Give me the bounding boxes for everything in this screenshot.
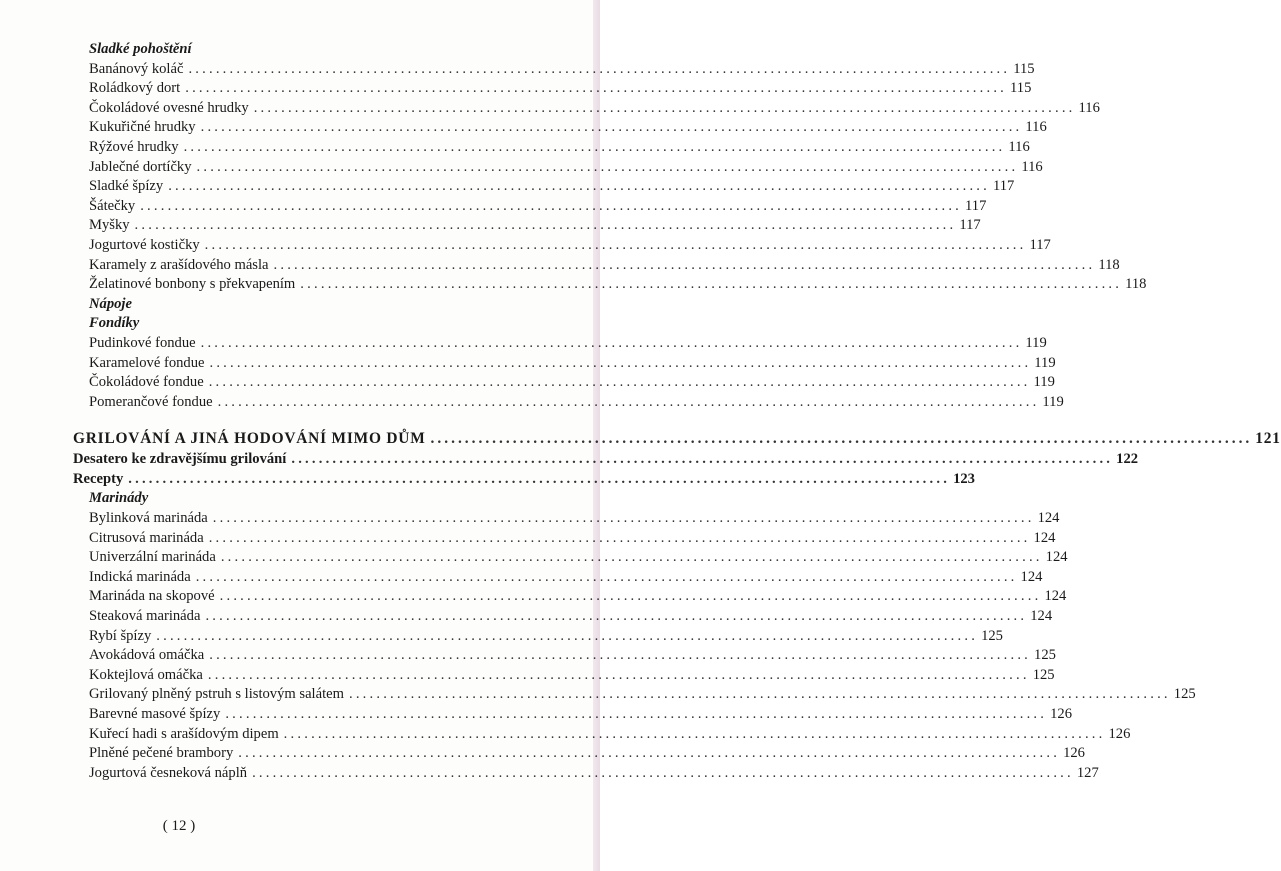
page-number: 126 (1050, 706, 1073, 722)
toc-entry (73, 216, 981, 236)
toc-entry (73, 646, 1056, 666)
toc-group-marinades (73, 509, 1196, 783)
entry-title: Bylinková marináda (89, 510, 208, 527)
dot-leader: ........................................................................................................................ (212, 510, 1035, 527)
page-number: 124 (1037, 510, 1060, 527)
dot-leader: ........................................................................................................................ (185, 80, 1008, 97)
dot-leader: ........................................................................................................................ (219, 588, 1042, 605)
page-number: 124 (1020, 568, 1043, 585)
entry-title: Čokoládové ovesné hrudky (89, 99, 249, 116)
entry-title: Grilovaný plněný pstruh s listovým salátem (89, 686, 344, 703)
page-number: 124 (1045, 549, 1068, 566)
page-number: 119 (1033, 374, 1055, 391)
toc-entry (73, 509, 1060, 529)
dot-leader: ........................................................................................................................ (291, 451, 1114, 468)
entry-title: Kukuřičné hrudky (89, 119, 196, 136)
entry-title: Jogurtové kostičky (89, 236, 200, 253)
page-number: 126 (1063, 745, 1085, 762)
dot-leader: ........................................................................................................................ (220, 549, 1043, 566)
entry-title: Šátečky (89, 197, 136, 214)
page-number: 125 (981, 627, 1003, 644)
entry-title: Marináda na skopové (89, 588, 215, 605)
page-number: 117 (965, 197, 987, 214)
entry-title: Plněné pečené brambory (89, 745, 234, 762)
entry-title: Banánový koláč (89, 60, 184, 77)
toc-entry (73, 627, 1003, 647)
dot-leader: ........................................................................................................................ (253, 99, 1076, 116)
page-number: 119 (1042, 393, 1064, 410)
entry-title: Karamelové fondue (89, 354, 205, 371)
page-number: 115 (1013, 60, 1035, 77)
dot-leader: ........................................................................................................................ (348, 686, 1171, 703)
dot-leader: ........................................................................................................................ (208, 529, 1031, 546)
toc-entry (73, 568, 1043, 588)
dot-leader: ........................................................................................................................ (252, 764, 1074, 781)
toc-entry (73, 118, 1047, 138)
entry-title: Indická marináda (89, 568, 191, 585)
entry-title: Myšky (89, 217, 130, 234)
subsection-heading: Marinády (89, 490, 149, 507)
dot-leader: ........................................................................................................................ (208, 374, 1031, 391)
page-number: 116 (1021, 158, 1043, 175)
toc-group-sweets (73, 60, 1147, 295)
entry-title: Kuřecí hadi s arašídovým dipem (89, 725, 279, 742)
toc-entry (73, 529, 1056, 549)
toc-entry (73, 470, 975, 490)
entry-title: Recepty (73, 470, 124, 487)
toc-entry (73, 256, 1120, 276)
toc-entry (73, 138, 1030, 158)
table-of-contents (73, 40, 1281, 783)
page-number: 116 (1025, 119, 1047, 136)
subsection-heading: Nápoje (89, 295, 132, 312)
toc-entry (73, 548, 1068, 568)
entry-title: Citrusová marináda (89, 529, 204, 546)
page-number: 116 (1008, 138, 1030, 155)
page-number: 124 (1044, 588, 1067, 605)
page-number: 117 (959, 217, 981, 234)
entry-title: Čokoládové fondue (89, 374, 204, 391)
toc-entry (73, 177, 1015, 197)
entry-title: Pomerančové fondue (89, 393, 213, 410)
entry-title: Desatero ke zdravějšímu grilování (73, 451, 287, 468)
entry-title: Jogurtová česneková náplň (89, 764, 248, 781)
page-folio: ( 12 ) (162, 818, 196, 834)
toc-entry (73, 764, 1099, 784)
entry-title: Koktejlová omáčka (89, 666, 203, 683)
dot-leader: ........................................................................................................................ (207, 666, 1030, 683)
toc-entry (73, 158, 1043, 178)
dot-leader: ........................................................................................................................ (183, 138, 1006, 155)
dot-leader: ........................................................................................................................ (156, 627, 979, 644)
dot-leader: ........................................................................................................................ (283, 725, 1106, 742)
toc-entry (73, 725, 1131, 745)
subsection-heading: Fondíky (89, 315, 140, 332)
entry-title: Barevné masové špízy (89, 706, 221, 722)
entry-title: Roládkový dort (89, 80, 181, 97)
toc-entry (73, 99, 1100, 119)
page-number: 118 (1125, 276, 1147, 293)
dot-leader: ........................................................................................................................ (195, 568, 1018, 585)
dot-leader: ........................................................................................................................ (300, 276, 1123, 293)
page-number: 116 (1078, 99, 1100, 116)
toc-entry (73, 705, 1073, 725)
page-number: 125 (1032, 666, 1055, 683)
page-number: 122 (1116, 451, 1139, 468)
dot-leader: ........................................................................................................................ (217, 393, 1040, 410)
entry-title: Rybí špízy (89, 627, 152, 644)
dot-leader: ........................................................................................................................ (238, 745, 1061, 762)
dot-leader: ........................................................................................................................ (225, 706, 1048, 722)
dot-leader: ........................................................................................................................ (209, 354, 1032, 371)
entry-title: Karamely z arašídového másla (89, 256, 269, 273)
dot-leader: ........................................................................................................................ (200, 119, 1023, 136)
dot-leader: ........................................................................................................................ (168, 178, 990, 195)
toc-entry (73, 79, 1032, 99)
toc-entry (73, 197, 987, 217)
dot-leader: ........................................................................................................................ (140, 197, 963, 214)
page-number: 121 (1255, 430, 1281, 448)
toc-sections (73, 450, 1139, 489)
entry-title: Sladké špízy (89, 178, 164, 195)
page-number: 125 (1173, 686, 1196, 703)
subsection-heading: Sladké pohoštění (89, 41, 192, 57)
toc-entry (73, 334, 1047, 354)
dot-leader: ........................................................................................................................ (200, 334, 1023, 351)
page-number: 115 (1010, 80, 1032, 97)
entry-title: Univerzální marináda (89, 549, 216, 566)
toc-entry (73, 373, 1055, 393)
toc-group-fondue (73, 334, 1064, 412)
toc-entry (73, 236, 1051, 256)
entry-title: Pudinkové fondue (89, 334, 196, 351)
entry-title: Avokádová omáčka (89, 647, 205, 664)
page-number: 119 (1034, 354, 1056, 371)
page-number: 119 (1025, 334, 1047, 351)
page-number: 126 (1108, 725, 1131, 742)
toc-entry (73, 450, 1139, 470)
dot-leader: ........................................................................................................................ (128, 470, 951, 487)
toc-entry (73, 354, 1056, 374)
toc-chapter-entry (73, 428, 1281, 450)
entry-title: Rýžové hrudky (89, 138, 179, 155)
page-number: 124 (1030, 608, 1053, 625)
page-number: 117 (993, 178, 1015, 195)
dot-leader: ........................................................................................................................ (205, 608, 1028, 625)
toc-entry (73, 666, 1055, 686)
dot-leader: ........................................................................................................................ (188, 60, 1011, 77)
entry-title: Želatinové bonbony s překvapením (89, 276, 296, 293)
page-number: 123 (953, 470, 975, 487)
toc-entry (73, 587, 1067, 607)
spacer (73, 412, 573, 428)
toc-entry (73, 744, 1085, 764)
toc-entry (73, 275, 1147, 295)
page-number: 117 (1029, 236, 1051, 253)
dot-leader: ........................................................................................................................ (209, 647, 1032, 664)
page-number: 124 (1033, 529, 1056, 546)
page-number: 118 (1098, 256, 1120, 273)
dot-leader: ........................................................................................................................ (204, 236, 1027, 253)
dot-leader: ........................................................................................................................ (196, 158, 1019, 175)
entry-title: Jablečné dortíčky (89, 158, 192, 175)
chapter-title: GRILOVÁNÍ A JINÁ HODOVÁNÍ MIMO DŮM (73, 430, 426, 448)
toc-entry (73, 607, 1053, 627)
page-number: 127 (1076, 764, 1099, 781)
dot-leader: ........................................................................................................................ (273, 256, 1096, 273)
entry-title: Steaková marináda (89, 608, 201, 625)
page-number: 125 (1034, 647, 1056, 664)
dot-leader: ........................................................................................................................ (430, 430, 1253, 448)
toc-entry (73, 685, 1196, 705)
dot-leader: ........................................................................................................................ (134, 217, 957, 234)
toc-entry (73, 393, 1064, 413)
toc-entry (73, 60, 1035, 80)
